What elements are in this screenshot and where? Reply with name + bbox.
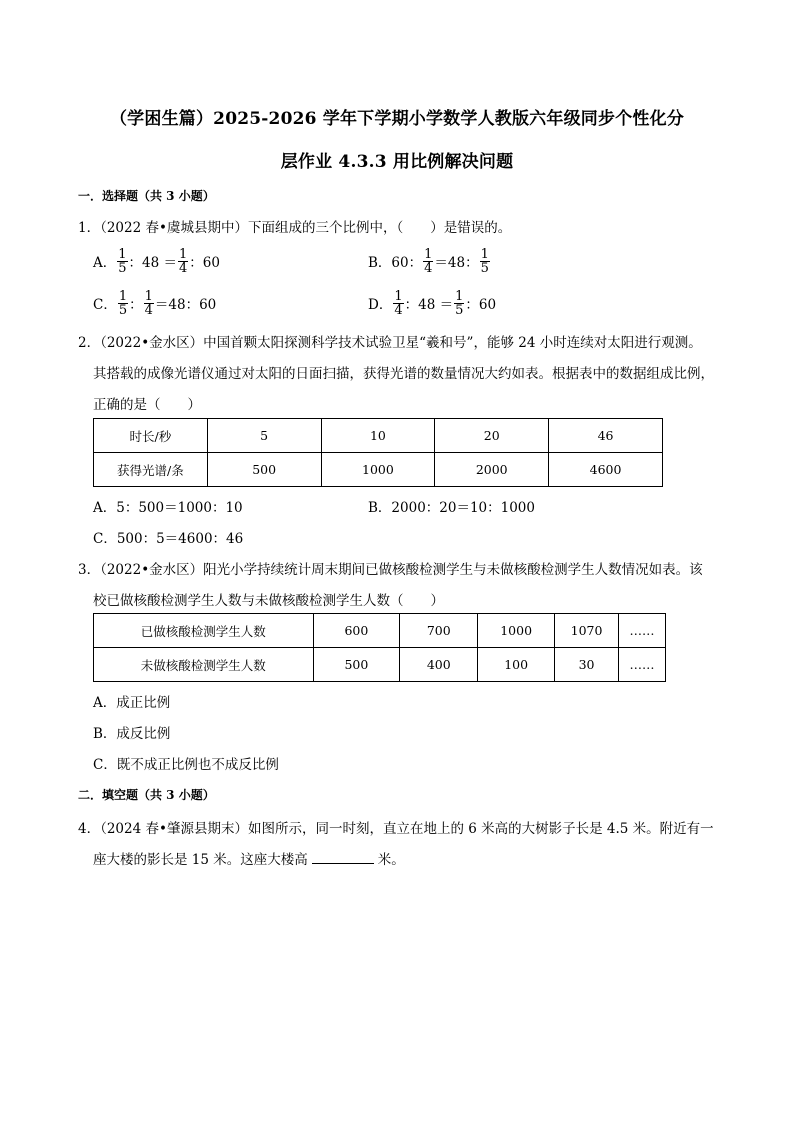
table-row <box>94 614 666 648</box>
question-2-line2: 其搭载的成像光谱仪通过对太阳的日面扫描，获得光谱的数量情况大约如表。根据表中的数据组成比例， <box>93 366 714 382</box>
table-cell: 46 <box>549 419 663 453</box>
table-cell: 400 <box>400 648 478 682</box>
fraction: $\frac{1}{5}$ <box>118 288 128 318</box>
table-cell: 600 <box>313 614 400 648</box>
section-heading-fill: 二．填空题（共 3 小题） <box>78 788 215 802</box>
q3-option-b: B．成反比例 <box>93 726 171 742</box>
table-cell: 1070 <box>555 614 619 648</box>
table-cell: 已做核酸检测学生人数 <box>94 614 314 648</box>
answer-blank[interactable] <box>312 849 374 864</box>
table-cell: 100 <box>478 648 555 682</box>
table-cell: 1000 <box>321 453 435 487</box>
fraction: $\frac{1}{4}$ <box>144 288 153 318</box>
table-row <box>94 419 663 453</box>
q1-option-c: C． $\frac{1}{5}$ ： $\frac{1}{4}$ ＝48：60 <box>93 288 217 318</box>
table-cell: …… <box>619 648 666 682</box>
question-2-line1: 2．（2022•金水区）中国首颗太阳探测科学技术试验卫星“羲和号”，能够 24 小时连续对太阳进行观测。 <box>78 335 702 351</box>
table-cell: 500 <box>313 648 400 682</box>
table-cell: 未做核酸检测学生人数 <box>94 648 314 682</box>
fraction: $\frac{1}{4}$ <box>424 246 433 276</box>
q3-data-table <box>93 613 666 682</box>
table-cell: 5 <box>207 419 321 453</box>
table-cell: 500 <box>207 453 321 487</box>
table-cell: 30 <box>555 648 619 682</box>
table-cell: 20 <box>435 419 549 453</box>
question-1-stem: 1．（2022 春•虞城县期中）下面组成的三个比例中，（ ）是错误的。 <box>78 220 512 236</box>
table-cell: 700 <box>400 614 478 648</box>
q2-option-a: A．5：500＝1000：10 <box>93 500 243 516</box>
document-title-line2: 层作业 4.3.3 用比例解决问题 <box>280 152 514 172</box>
table-cell: …… <box>619 614 666 648</box>
q2-data-table <box>93 418 663 487</box>
table-row <box>94 648 666 682</box>
fraction: $\frac{1}{5}$ <box>118 246 127 276</box>
section-heading-choice: 一．选择题（共 3 小题） <box>78 189 215 203</box>
q1-option-b: B． 60： $\frac{1}{4}$ ＝48： $\frac{1}{5}$ <box>368 246 489 276</box>
question-4-line2: 座大楼的影长是 15 米。这座大楼高 米。 <box>93 848 405 868</box>
table-cell: 2000 <box>435 453 549 487</box>
table-cell: 10 <box>321 419 435 453</box>
table-cell: 1000 <box>478 614 555 648</box>
question-2-line3: 正确的是（ ） <box>93 397 201 413</box>
q2-option-b: B．2000：20＝10：1000 <box>368 500 535 516</box>
q3-option-c: C．既不成正比例也不成反比例 <box>93 757 279 773</box>
table-cell: 4600 <box>549 453 663 487</box>
fraction: $\frac{1}{4}$ <box>394 288 403 318</box>
table-row <box>94 453 663 487</box>
q3-option-a: A．成正比例 <box>93 695 171 711</box>
table-cell: 时长/秒 <box>94 419 208 453</box>
fraction: $\frac{1}{4}$ <box>179 246 188 276</box>
q1-option-a: A． $\frac{1}{5}$ ：48 ＝ $\frac{1}{4}$ ：60 <box>93 246 220 276</box>
question-3-line1: 3．（2022•金水区）阳光小学持续统计周末期间已做核酸检测学生与未做核酸检测学生人数情况如表。该 <box>78 562 703 578</box>
question-4-line1: 4．（2024 春•肇源县期末）如图所示，同一时刻，直立在地上的 6 米高的大树影子长是 4.5 米。附近有一 <box>78 821 714 837</box>
table-cell: 获得光谱/条 <box>94 453 208 487</box>
question-3-line2: 校已做核酸检测学生人数与未做核酸检测学生人数（ ） <box>93 593 444 609</box>
q1-option-d: D． $\frac{1}{4}$ ：48 ＝ $\frac{1}{5}$ ：60 <box>368 288 497 318</box>
document-title-line1: （学困生篇）2025-2026 学年下学期小学数学人教版六年级同步个性化分 <box>109 109 684 129</box>
fraction: $\frac{1}{5}$ <box>480 246 489 276</box>
fraction: $\frac{1}{5}$ <box>455 288 464 318</box>
q2-option-c: C．500：5＝4600：46 <box>93 531 244 547</box>
